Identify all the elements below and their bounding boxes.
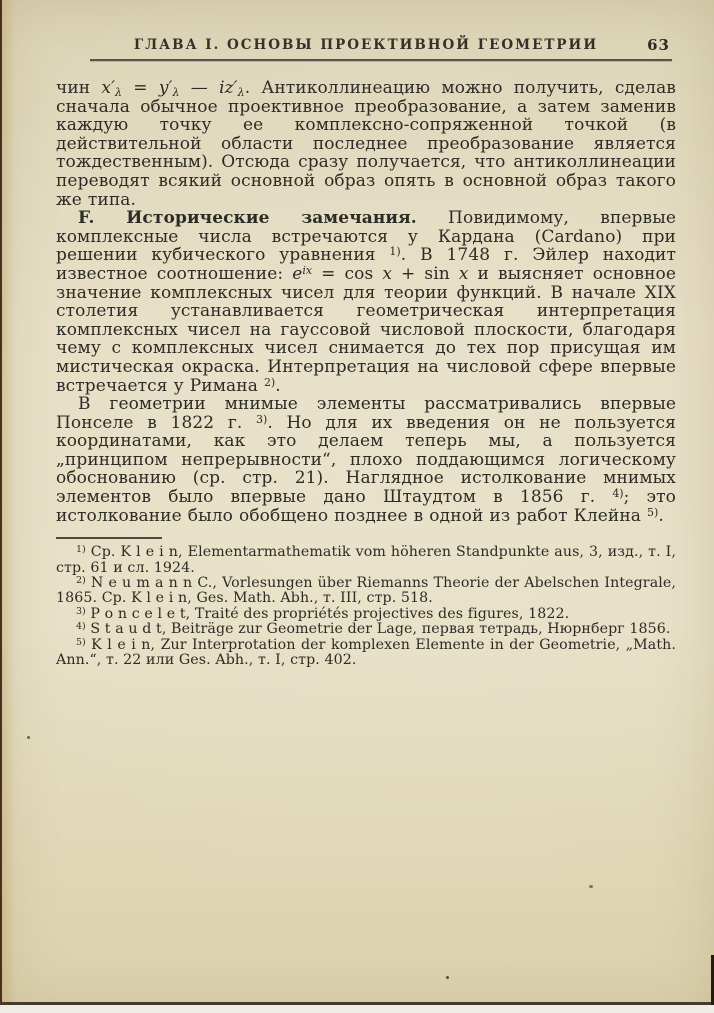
text-run: Повидимому, впервые комплексные числа встречаются у Кардана (Cardano) при решении кубического уравнения bbox=[56, 208, 676, 266]
text-run: iz′ bbox=[219, 78, 238, 98]
text-run: . В 1748 г. Эйлер находит известное соотношение: bbox=[56, 245, 676, 284]
text-run: S t a u d t, Beiträge zur Geometrie der Lage, первая тетрадь, Нюрнберг 1856. bbox=[85, 621, 671, 638]
text-run: N e u m a n n C., Vorlesungen über Riemanns Theorie der Abelschen Integrale, 1865. Ср. K l e i n, Ges. Math. Abh., т. III, стр. 518. bbox=[56, 575, 676, 607]
footnote-ref: 1) bbox=[389, 245, 401, 259]
text-run: K l e i n, Zur Interprotation der komplexen Elemente in der Geometrie, „Math. Ann.“, т. 22 или Ges. Abh., т. I, стр. 402. bbox=[56, 636, 676, 669]
paper-speck bbox=[589, 885, 593, 888]
footnote-ref: 2) bbox=[76, 575, 86, 587]
text-run: . Но для их введения он не пользуется координатами, как это делаем теперь мы, а пользуется „принципом непрерывности“, плохо поддающимся логическому обоснованию (ср. стр. 21). Наглядное истолкование мнимых элементов было впервые дано Штаудтом в 1856 г. bbox=[56, 412, 676, 508]
text-run: F. Исторические замечания. bbox=[78, 208, 417, 229]
text-run: ; это истолкование было обобщено позднее в одной из работ Клейна bbox=[56, 487, 676, 526]
text-run: x′ bbox=[101, 78, 116, 98]
header-rule bbox=[90, 59, 672, 61]
text-run: = cos bbox=[312, 263, 383, 284]
text-run: λ bbox=[172, 86, 180, 99]
text-run: = bbox=[122, 78, 159, 98]
footnote bbox=[56, 576, 676, 607]
text-run: и выясняет основное значение комплексных чисел для теории функций. В начале XIX столетия устанавливается геометрическая интерпретация комплексных чисел на гауссовой числовой плоскости, благодаря чему с комплексных чисел снимается до тех пор присущая им мистическая окраска. Интерпретация на числовой сфере впервые встречается у Римана bbox=[56, 263, 677, 396]
footnote-ref: 5) bbox=[76, 636, 86, 648]
footnotes bbox=[56, 545, 676, 668]
footnote-ref: 3) bbox=[76, 605, 86, 617]
text-run: e bbox=[292, 263, 303, 284]
body-paragraph bbox=[56, 395, 676, 525]
body-paragraph bbox=[56, 209, 676, 395]
footnote bbox=[56, 545, 676, 576]
footnote bbox=[56, 622, 676, 637]
body-paragraph bbox=[56, 79, 676, 209]
text-run: . Антиколлинеацию можно получить, сделав сначала обычное проективное преобразование, а затем заменив каждую точку ее комплексно-сопряженной точкой (в действительной области последнее преобразование является тождественным). Отсюда сразу получается, что антиколлинеации переводят всякий основной образ опять в основной образ такого же типа. bbox=[56, 78, 676, 210]
footnote bbox=[56, 638, 676, 669]
paper-speck bbox=[27, 736, 30, 739]
text-run: λ bbox=[115, 86, 123, 99]
text-run: . bbox=[658, 505, 664, 526]
page-content bbox=[0, 37, 714, 669]
text-run: y′ bbox=[158, 78, 173, 98]
text-run: P o n c e l e t, Traité des propriétés projectives des figures, 1822. bbox=[85, 605, 570, 622]
text-run: чин bbox=[56, 78, 102, 98]
footnote-separator bbox=[56, 537, 162, 539]
text-run: λ bbox=[237, 86, 245, 99]
text-run: ix bbox=[302, 263, 313, 277]
footnote-ref: 1) bbox=[76, 544, 86, 556]
scan-left-shading bbox=[2, 0, 15, 1013]
text-run: В геометрии мнимые элементы рассматривались впервые Понселе в 1822 г. bbox=[56, 394, 676, 433]
chapter-title: ГЛАВА I. ОСНОВЫ ПРОЕКТИВНОЙ ГЕОМЕТРИИ bbox=[133, 37, 599, 53]
footnote-ref: 2) bbox=[263, 375, 276, 389]
running-head bbox=[56, 37, 676, 55]
text-run: + sin bbox=[392, 263, 459, 284]
footnote-ref: 3) bbox=[256, 412, 268, 426]
page-number: 63 bbox=[647, 36, 670, 54]
text-run: x bbox=[382, 263, 393, 284]
footnote bbox=[56, 607, 676, 622]
text-run: . bbox=[275, 375, 281, 396]
text-run: x bbox=[458, 263, 469, 284]
footnote-ref: 4) bbox=[612, 487, 624, 501]
scan-bed-strip bbox=[0, 1005, 714, 1013]
scan-left-edge bbox=[0, 0, 2, 1013]
footnote-ref: 5) bbox=[647, 505, 659, 519]
footnote-ref: 4) bbox=[76, 621, 86, 633]
paper-speck bbox=[446, 976, 449, 979]
text-run: — bbox=[179, 78, 220, 98]
text-run: Ср. K l e i n, Elementarmathematik vom höheren Standpunkte aus, 3, изд., т. I, стр. 61 и сл. 1924. bbox=[56, 544, 676, 576]
body-text bbox=[56, 79, 676, 525]
